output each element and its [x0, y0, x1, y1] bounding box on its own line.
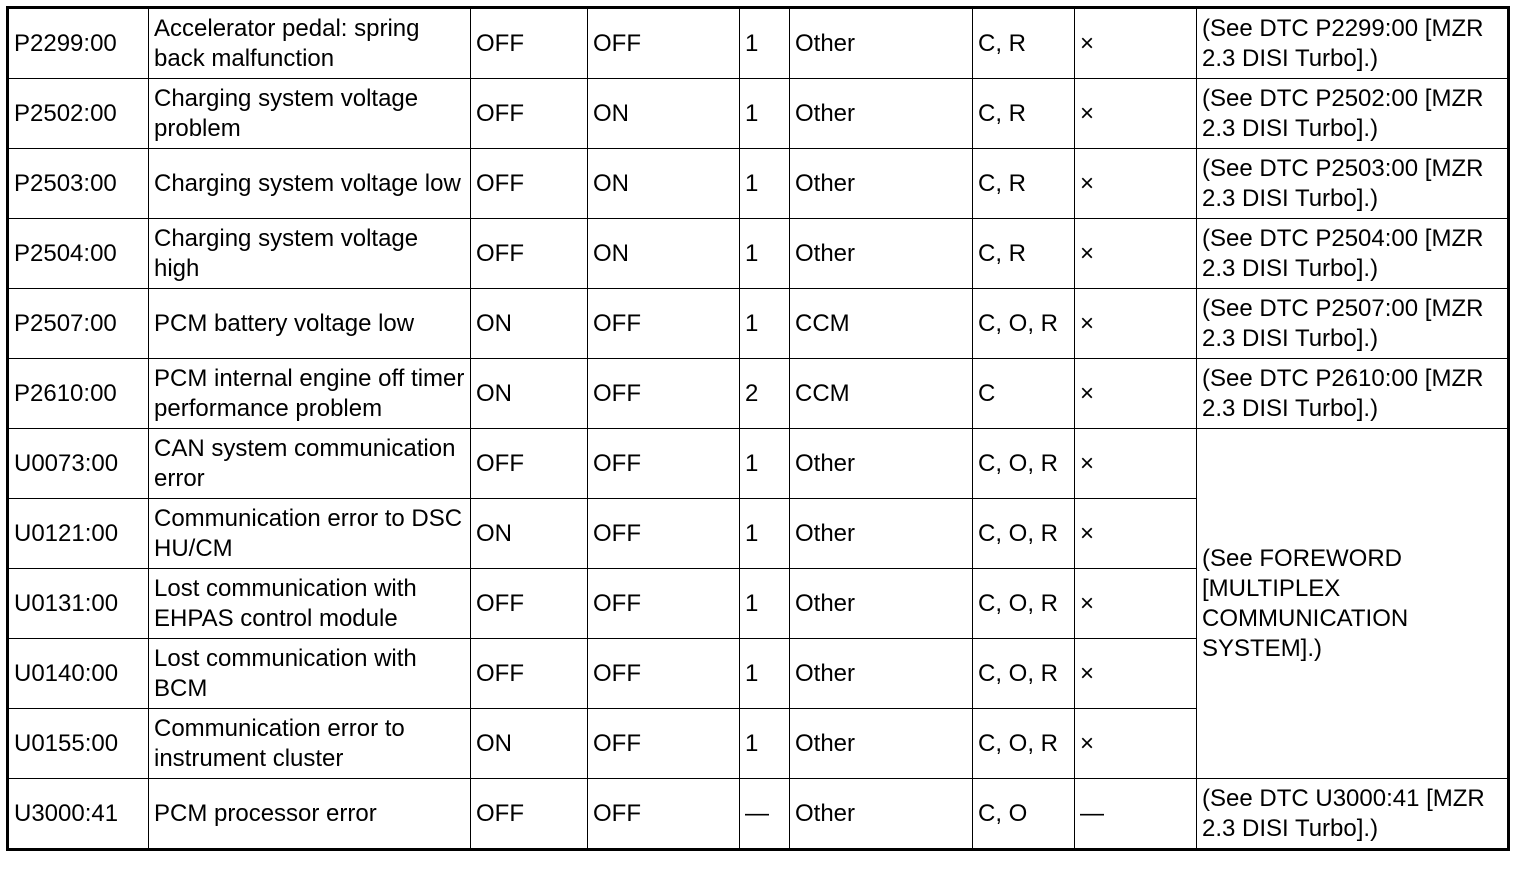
condition-cell: Lost communication with BCM: [149, 639, 471, 709]
reference-cell: (See DTC P2502:00 [MZR 2.3 DISI Turbo].): [1197, 79, 1509, 149]
generator-warning-cell: ON: [588, 149, 740, 219]
memory-function-cell: C, O, R: [973, 569, 1075, 639]
self-test-cell: ×: [1075, 499, 1197, 569]
drive-cycle-cell: 1: [740, 499, 790, 569]
memory-function-cell: C, O, R: [973, 639, 1075, 709]
self-test-cell: ×: [1075, 639, 1197, 709]
monitor-item-cell: Other: [790, 219, 973, 289]
memory-function-cell: C, R: [973, 79, 1075, 149]
table-row: [8, 429, 1509, 499]
monitor-item-cell: Other: [790, 499, 973, 569]
monitor-item-cell: Other: [790, 149, 973, 219]
self-test-cell: ×: [1075, 569, 1197, 639]
drive-cycle-cell: 1: [740, 8, 790, 79]
mil-cell: ON: [471, 359, 588, 429]
memory-function-cell: C, O, R: [973, 709, 1075, 779]
condition-cell: Charging system voltage problem: [149, 79, 471, 149]
mil-cell: ON: [471, 499, 588, 569]
condition-cell: Communication error to DSC HU/CM: [149, 499, 471, 569]
table-row: [8, 149, 1509, 219]
generator-warning-cell: OFF: [588, 569, 740, 639]
table-row: [8, 79, 1509, 149]
dtc-code-cell: P2507:00: [8, 289, 149, 359]
self-test-cell: ×: [1075, 289, 1197, 359]
self-test-cell: ×: [1075, 359, 1197, 429]
condition-cell: CAN system communication error: [149, 429, 471, 499]
reference-cell: (See DTC U3000:41 [MZR 2.3 DISI Turbo].): [1197, 779, 1509, 850]
mil-cell: OFF: [471, 219, 588, 289]
mil-cell: OFF: [471, 779, 588, 850]
mil-cell: OFF: [471, 149, 588, 219]
drive-cycle-cell: 2: [740, 359, 790, 429]
generator-warning-cell: OFF: [588, 499, 740, 569]
condition-cell: PCM internal engine off timer performance problem: [149, 359, 471, 429]
dtc-code-cell: P2504:00: [8, 219, 149, 289]
memory-function-cell: C, O, R: [973, 499, 1075, 569]
monitor-item-cell: Other: [790, 79, 973, 149]
generator-warning-cell: OFF: [588, 359, 740, 429]
monitor-item-cell: CCM: [790, 289, 973, 359]
table-row: [8, 289, 1509, 359]
drive-cycle-cell: 1: [740, 289, 790, 359]
dtc-code-cell: U0140:00: [8, 639, 149, 709]
table-row: [8, 8, 1509, 79]
condition-cell: Communication error to instrument cluster: [149, 709, 471, 779]
dtc-code-cell: U3000:41: [8, 779, 149, 850]
drive-cycle-cell: 1: [740, 569, 790, 639]
dtc-code-cell: U0131:00: [8, 569, 149, 639]
memory-function-cell: C, R: [973, 149, 1075, 219]
mil-cell: OFF: [471, 569, 588, 639]
dtc-table: [6, 6, 1510, 851]
monitor-item-cell: Other: [790, 639, 973, 709]
monitor-item-cell: Other: [790, 569, 973, 639]
condition-cell: PCM processor error: [149, 779, 471, 850]
dtc-code-cell: U0121:00: [8, 499, 149, 569]
generator-warning-cell: ON: [588, 219, 740, 289]
monitor-item-cell: Other: [790, 429, 973, 499]
generator-warning-cell: OFF: [588, 639, 740, 709]
monitor-item-cell: Other: [790, 709, 973, 779]
reference-cell: (See DTC P2610:00 [MZR 2.3 DISI Turbo].): [1197, 359, 1509, 429]
self-test-cell: ×: [1075, 429, 1197, 499]
dtc-code-cell: P2502:00: [8, 79, 149, 149]
self-test-cell: ×: [1075, 79, 1197, 149]
dtc-code-cell: P2503:00: [8, 149, 149, 219]
mil-cell: OFF: [471, 79, 588, 149]
reference-cell: (See DTC P2503:00 [MZR 2.3 DISI Turbo].): [1197, 149, 1509, 219]
reference-cell: (See DTC P2504:00 [MZR 2.3 DISI Turbo].): [1197, 219, 1509, 289]
monitor-item-cell: CCM: [790, 359, 973, 429]
dtc-code-cell: P2610:00: [8, 359, 149, 429]
table-row: [8, 779, 1509, 850]
condition-cell: PCM battery voltage low: [149, 289, 471, 359]
condition-cell: Lost communication with EHPAS control module: [149, 569, 471, 639]
reference-cell: (See DTC P2299:00 [MZR 2.3 DISI Turbo].): [1197, 8, 1509, 79]
monitor-item-cell: Other: [790, 8, 973, 79]
mil-cell: OFF: [471, 429, 588, 499]
generator-warning-cell: OFF: [588, 289, 740, 359]
memory-function-cell: C: [973, 359, 1075, 429]
self-test-cell: ×: [1075, 709, 1197, 779]
drive-cycle-cell: 1: [740, 639, 790, 709]
mil-cell: OFF: [471, 639, 588, 709]
mil-cell: ON: [471, 709, 588, 779]
self-test-cell: —: [1075, 779, 1197, 850]
mil-cell: OFF: [471, 8, 588, 79]
memory-function-cell: C, R: [973, 8, 1075, 79]
reference-cell: (See DTC P2507:00 [MZR 2.3 DISI Turbo].): [1197, 289, 1509, 359]
drive-cycle-cell: 1: [740, 219, 790, 289]
dtc-code-cell: U0073:00: [8, 429, 149, 499]
generator-warning-cell: OFF: [588, 709, 740, 779]
dtc-code-cell: U0155:00: [8, 709, 149, 779]
generator-warning-cell: ON: [588, 79, 740, 149]
memory-function-cell: C, O, R: [973, 289, 1075, 359]
generator-warning-cell: OFF: [588, 8, 740, 79]
memory-function-cell: C, O, R: [973, 429, 1075, 499]
self-test-cell: ×: [1075, 219, 1197, 289]
drive-cycle-cell: 1: [740, 79, 790, 149]
drive-cycle-cell: 1: [740, 149, 790, 219]
condition-cell: Charging system voltage low: [149, 149, 471, 219]
condition-cell: Accelerator pedal: spring back malfunction: [149, 8, 471, 79]
generator-warning-cell: OFF: [588, 429, 740, 499]
condition-cell: Charging system voltage high: [149, 219, 471, 289]
mil-cell: ON: [471, 289, 588, 359]
dtc-code-cell: P2299:00: [8, 8, 149, 79]
table-row: [8, 359, 1509, 429]
memory-function-cell: C, R: [973, 219, 1075, 289]
self-test-cell: ×: [1075, 149, 1197, 219]
self-test-cell: ×: [1075, 8, 1197, 79]
drive-cycle-cell: —: [740, 779, 790, 850]
monitor-item-cell: Other: [790, 779, 973, 850]
memory-function-cell: C, O: [973, 779, 1075, 850]
multiplex-reference-cell: (See FOREWORD [MULTIPLEX COMMUNICATION SYSTEM].): [1197, 429, 1509, 779]
table-row: [8, 219, 1509, 289]
drive-cycle-cell: 1: [740, 709, 790, 779]
generator-warning-cell: OFF: [588, 779, 740, 850]
drive-cycle-cell: 1: [740, 429, 790, 499]
